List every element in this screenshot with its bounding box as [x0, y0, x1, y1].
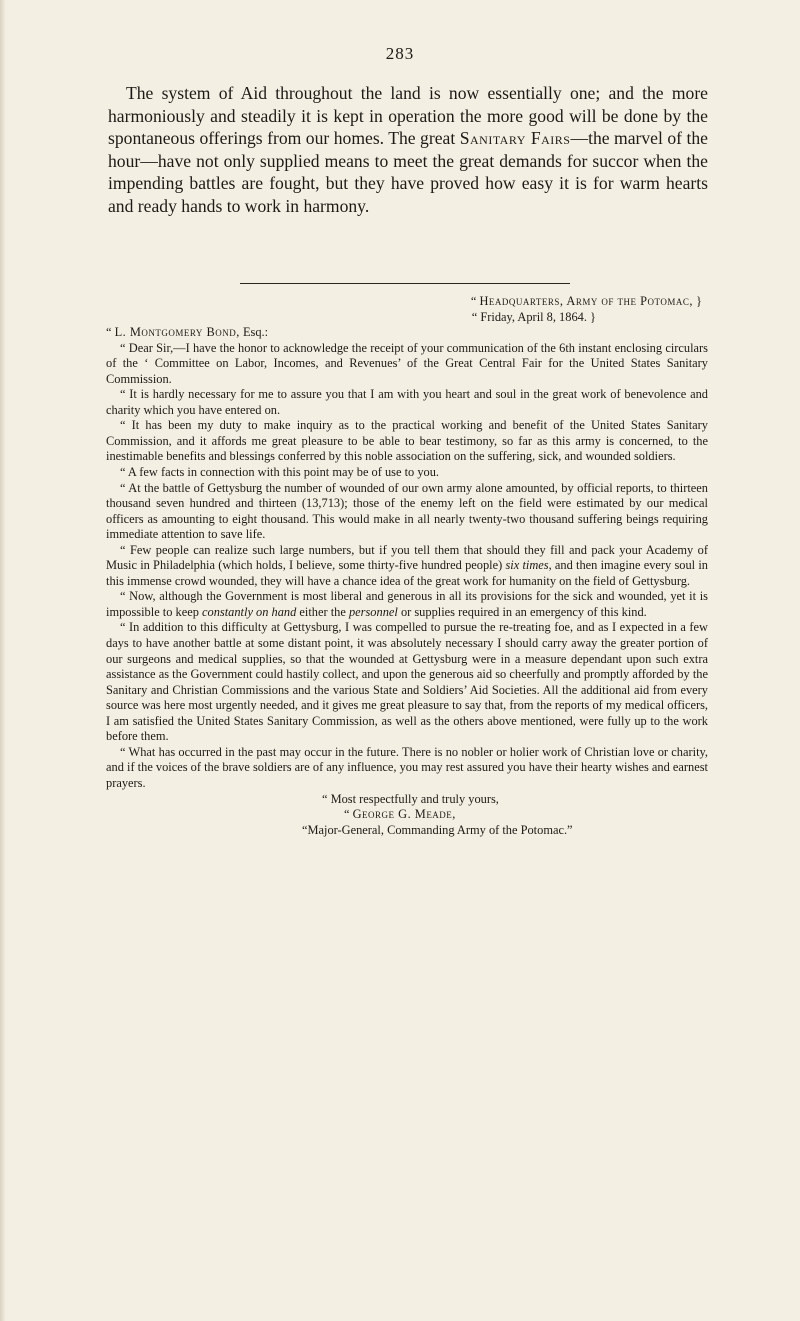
section-divider [240, 283, 570, 284]
letter-signer-title: “Major-General, Commanding Army of the Potomac.” [302, 822, 573, 837]
letter-paragraph-8: “ In addition to this difficulty at Gettysburg, I was compelled to pursue the re-treating foe, and as I expected in a few days to have another battle at some distant point, it was absolutely necessary I should carry away the greater portion of our surgeons and medical supplies, so that the wounded at Gettysburg were in a measure dependant upon such extra assistance as the Government could hastily collect, and upon the generous aid so cheerfully and promptly afforded by the Sanitary and Christian Commissions and the various State and Soldiers’ Aid Societies. All the additional aid from every source was here most urgently needed, and it gives me great pleasure to say that, from the reports of my medical officers, I am satisfied the United States Sanitary Commission, as well as the others above mentioned, were fully up to the work before them. [106, 620, 708, 744]
addressee-esq: Esq.: [239, 325, 269, 340]
letter-paragraph-2: “ It is hardly necessary for me to assure you that I am with you heart and soul in the great work of benevolence and charity which you have entered on. [106, 387, 708, 417]
p6-emphasis: six times [505, 558, 549, 573]
letter-paragraph-3: “ It has been my duty to make inquiry as to the practical working and benefit of the United States Sanitary Commission, and it affords me great pleasure to be able to bear testimony, so far as this army is concerned, to the inestimable benefits and blessings conferred by this noble association on the suffering, sick, and wounded soldiers. [106, 418, 708, 464]
letter-addressee [106, 325, 708, 341]
letter-paragraph-4: “ A few facts in connection with this point may be of use to you. [120, 465, 439, 480]
letter-closing: “ Most respectfully and truly yours, [322, 791, 499, 806]
letter-paragraph-6 [106, 543, 708, 590]
intro-text [108, 82, 708, 218]
intro-text-part-1: The system of Aid throughout the land is now essentially one; and the more harmoniously and steadily it is kept in operation the more good will be done by the spontaneous offerings from our homes. The great [108, 83, 708, 149]
header-quote: “ [470, 294, 480, 308]
letter-signature [106, 807, 708, 823]
page-edge-shadow [0, 0, 6, 1321]
signature-name: George G. Meade, [352, 807, 456, 822]
header-headquarters: Headquarters, Army of the Potomac, [479, 294, 693, 308]
intro-paragraph [108, 82, 708, 218]
p7-emphasis-2: personnel [348, 604, 398, 619]
letter-paragraph-7 [106, 589, 708, 620]
p7-emphasis-1: constantly on hand [202, 604, 297, 619]
meade-letter [106, 294, 708, 838]
addressee-name: L. Montgomery Bond, [114, 325, 240, 340]
letter-paragraph-5: “ At the battle of Gettysburg the number of wounded of our own army alone amounted, by official reports, to thirteen thousand seven hundred and thirteen (13,713); those of the enemy left on the field were estimated by our medical officers as amounting to eight thousand. This would make in all nearly twenty-two thousand suffering beings requiring immediate attention to save life. [106, 480, 708, 542]
header-brace: } [692, 294, 702, 308]
intro-text-part-2: —the marvel of the hour—have not only supplied means to meet the great demands for succor when the impending battles are fought, but they have proved how easy it is for warm hearts and ready hands to work in harmony. [108, 128, 708, 216]
addressee-quote: “ [106, 325, 115, 340]
sanitary-fairs-smallcaps: Sanitary Fairs [459, 128, 571, 149]
p7-text-b: either the [296, 604, 349, 619]
p7-text-a: “ Now, although the Government is most liberal and generous in all its provisions for the sick and wounded, yet it is impossible to keep [106, 589, 708, 619]
letter-header-line-1 [106, 294, 708, 310]
letter-header-line-2: “ Friday, April 8, 1864. } [471, 309, 596, 324]
p6-text-b: , and then imagine every soul in this immense crowd wounded, they will have a chance idea of the great work for humanity on the field of Gettysburg. [106, 558, 708, 588]
p7-text-c: or supplies required in an emergency of this kind. [397, 604, 647, 619]
letter-paragraph-9: “ What has occurred in the past may occur in the future. There is no nobler or holier work of Christian love or charity, and if the voices of the brave soldiers are of any influence, you may rest assured you have their hearty wishes and earnest prayers. [106, 744, 708, 790]
p6-text-a: “ Few people can realize such large numbers, but if you tell them that should they fill and pack your Academy of Music in Philadelphia (which holds, I believe, some thirty-five hundred people) [106, 542, 708, 573]
signature-quote: “ [344, 807, 353, 822]
letter-paragraph-1: “ Dear Sir,—I have the honor to acknowledge the receipt of your communication of the 6th instant enclosing circulars of the ‘ Committee on Labor, Incomes, and Revenues’ of the Great Central Fair for the United States Sanitary Commission. [106, 340, 708, 386]
page-number: 283 [385, 44, 415, 63]
